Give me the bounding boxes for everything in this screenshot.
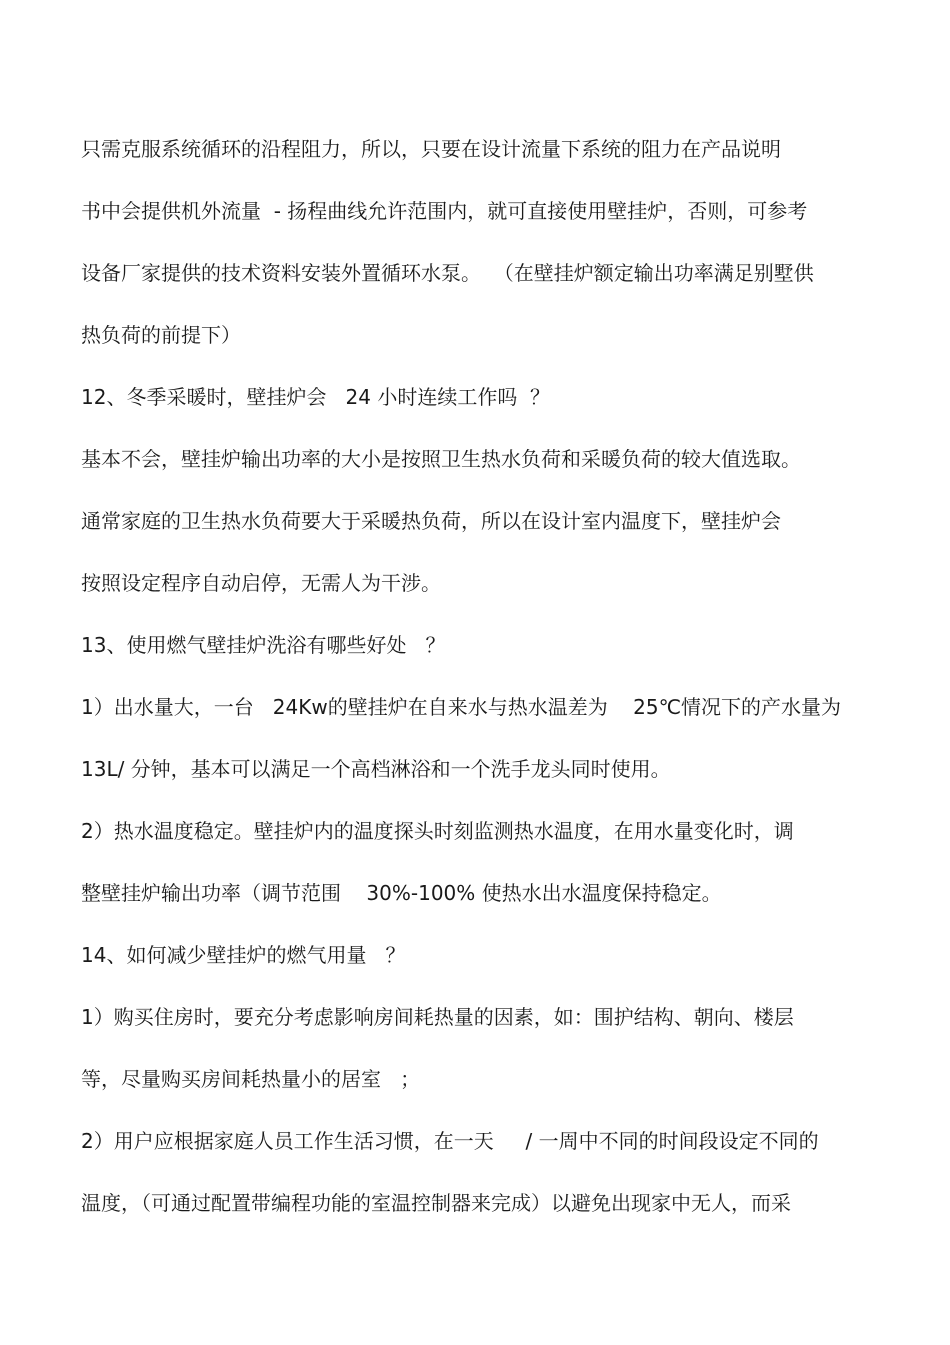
- text-line-7: 通常家庭的卫生热水负荷要大于采暖热负荷，所以在设计室内温度下，壁挂炉会: [81, 509, 781, 533]
- text-line-8: 按照设定程序自动启停，无需人为干涉。: [81, 571, 441, 595]
- question-14: 14、如何减少壁挂炉的燃气用量 ？: [81, 943, 406, 967]
- text-line-18: 温度，（可通过配置带编程功能的室温控制器来完成）以避免出现家中无人，而采: [81, 1191, 791, 1215]
- text-line-13: 整壁挂炉输出功率（调节范围 30%-100% 使热水出水温度保持稳定。: [81, 881, 722, 905]
- text-line-6: 基本不会，壁挂炉输出功率的大小是按照卫生热水负荷和采暖负荷的较大值选取。: [81, 447, 801, 471]
- text-line-15: 1）购买住房时，要充分考虑影响房间耗热量的因素，如：围护结构、朝向、楼层: [81, 1005, 794, 1029]
- text-line-4: 热负荷的前提下）: [81, 323, 241, 347]
- text-line-11: 13L/ 分钟，基本可以满足一个高档淋浴和一个洗手龙头同时使用。: [81, 757, 671, 781]
- text-line-3: 设备厂家提供的技术资料安装外置循环水泵。 （在壁挂炉额定输出功率满足别墅供: [81, 261, 814, 285]
- text-line-2: 书中会提供机外流量 - 扬程曲线允许范围内，就可直接使用壁挂炉，否则，可参考: [81, 199, 808, 223]
- text-line-17: 2）用户应根据家庭人员工作生活习惯，在一天 / 一周中不同的时间段设定不同的: [81, 1129, 819, 1153]
- text-line-1: 只需克服系统循环的沿程阻力，所以，只要在设计流量下系统的阻力在产品说明: [81, 137, 781, 161]
- question-13: 13、使用燃气壁挂炉洗浴有哪些好处 ？: [81, 633, 446, 657]
- text-line-16: 等，尽量购买房间耗热量小的居室 ；: [81, 1067, 421, 1091]
- question-12: 12、冬季采暖时，壁挂炉会 24 小时连续工作吗 ？: [81, 385, 551, 409]
- text-line-10: 1）出水量大，一台 24Kw的壁挂炉在自来水与热水温差为 25℃情况下的产水量为: [81, 695, 842, 719]
- text-line-12: 2）热水温度稳定。壁挂炉内的温度探头时刻监测热水温度，在用水量变化时，调: [81, 819, 794, 843]
